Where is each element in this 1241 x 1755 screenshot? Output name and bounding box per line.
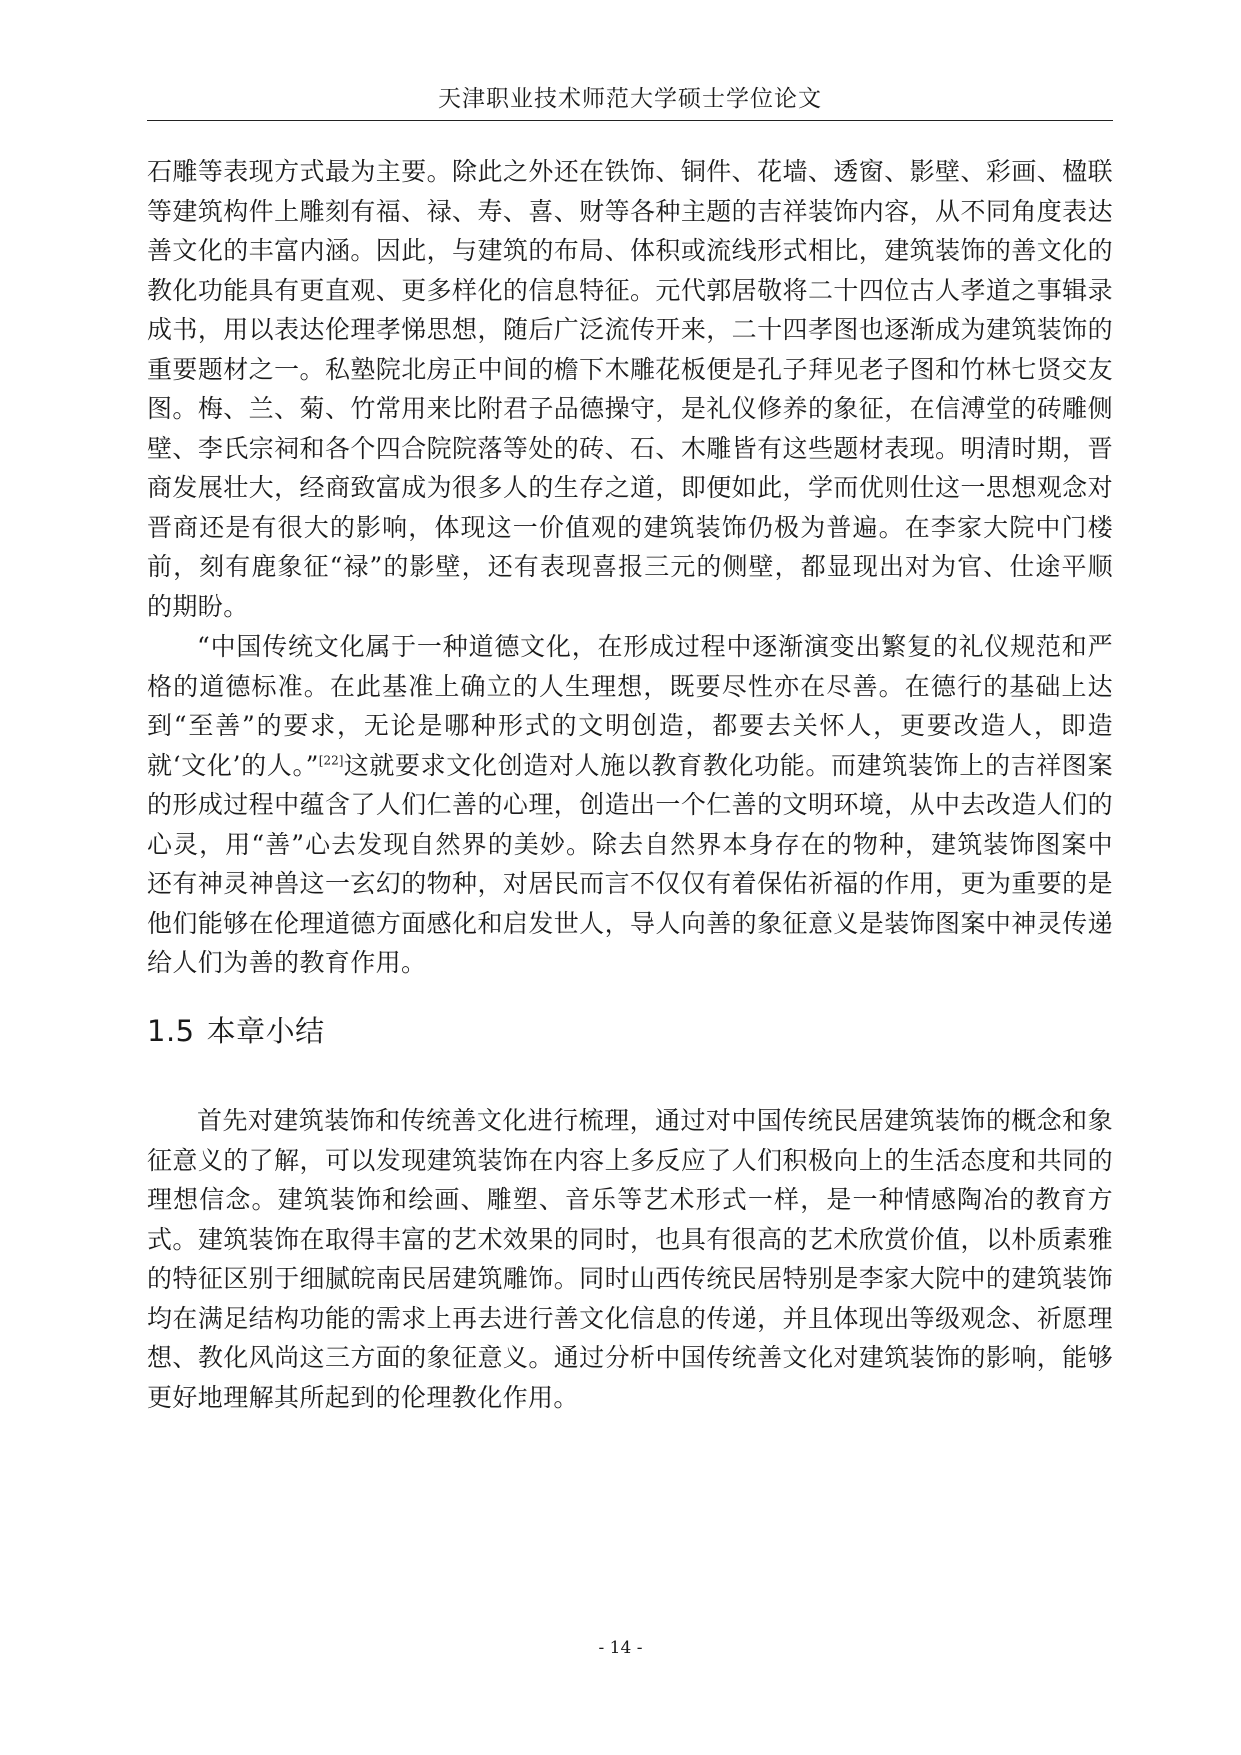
body-paragraph-2 (147, 627, 1113, 983)
paragraph-2-continuation: 这就要求文化创造对人施以教育教化功能。而建筑装饰上的吉祥图案的形成过程中蕴含了人们仁善的心理，创造出一个仁善的文明环境，从中去改造人们的心灵，用“善”心去发现自然界的美妙。除去自然界本身存在的物种，建筑装饰图案中还有神灵神兽这一玄幻的物种，对居民而言不仅仅有着保佑祈福的作用，更为重要的是他们能够在伦理道德方面感化和启发世人，导人向善的象征意义是装饰图案中神灵传递给人们为善的教育作用。 (147, 750, 1113, 977)
section-number: 1.5 (147, 1014, 195, 1048)
running-header (147, 84, 1113, 121)
page-number: - 14 - (598, 1638, 643, 1658)
body-paragraph-1: 石雕等表现方式最为主要。除此之外还在铁饰、铜件、花墙、透窗、影壁、彩画、楹联等建筑构件上雕刻有福、禄、寿、喜、财等各种主题的吉祥装饰内容，从不同角度表达善文化的丰富内涵。因此，与建筑的布局、体积或流线形式相比，建筑装饰的善文化的教化功能具有更直观、更多样化的信息特征。元代郭居敬将二十四位古人孝道之事辑录成书，用以表达伦理孝悌思想，随后广泛流传开来，二十四孝图也逐渐成为建筑装饰的重要题材之一。私塾院北房正中间的檐下木雕花板便是孔子拜见老子图和竹林七贤交友图。梅、兰、菊、竹常用来比附君子品德操守，是礼仪修养的象征，在信溥堂的砖雕侧壁、李氏宗祠和各个四合院院落等处的砖、石、木雕皆有这些题材表现。明清时期，晋商发展壮大，经商致富成为很多人的生存之道，即便如此，学而优则仕这一思想观念对晋商还是有很大的影响，体现这一价值观的建筑装饰仍极为普遍。在李家大院中门楼前，刻有鹿象征“禄”的影壁，还有表现喜报三元的侧壁，都显现出对为官、仕途平顺的期盼。 (147, 157, 1113, 621)
citation-reference: [22] (318, 753, 344, 768)
section-heading (147, 1011, 325, 1051)
body-paragraph-3: 首先对建筑装饰和传统善文化进行梳理，通过对中国传统民居建筑装饰的概念和象征意义的了解，可以发现建筑装饰在内容上多反应了人们积极向上的生活态度和共同的理想信念。建筑装饰和绘画、雕塑、音乐等艺术形式一样，是一种情感陶冶的教育方式。建筑装饰在取得丰富的艺术效果的同时，也具有很高的艺术欣赏价值，以朴质素雅的特征区别于细腻皖南民居建筑雕饰。同时山西传统民居特别是李家大院中的建筑装饰均在满足结构功能的需求上再去进行善文化信息的传递，并且体现出等级观念、祈愿理想、教化风尚这三方面的象征意义。通过分析中国传统善文化对建筑装饰的影响，能够更好地理解其所起到的伦理教化作用。 (147, 1106, 1113, 1412)
section-title: 本章小结 (206, 1014, 325, 1048)
running-header-title: 天津职业技术师范大学硕士学位论文 (438, 86, 822, 112)
paragraph-2-quote: “中国传统文化属于一种道德文化，在形成过程中逐渐演变出繁复的礼仪规范和严格的道德标准。在此基准上确立的人生理想，既要尽性亦在尽善。在德行的基础上达到“至善”的要求，无论是哪种形式的文明创造，都要去关怀人，更要改造人，即造就‘文化’的人。” (147, 632, 1113, 780)
